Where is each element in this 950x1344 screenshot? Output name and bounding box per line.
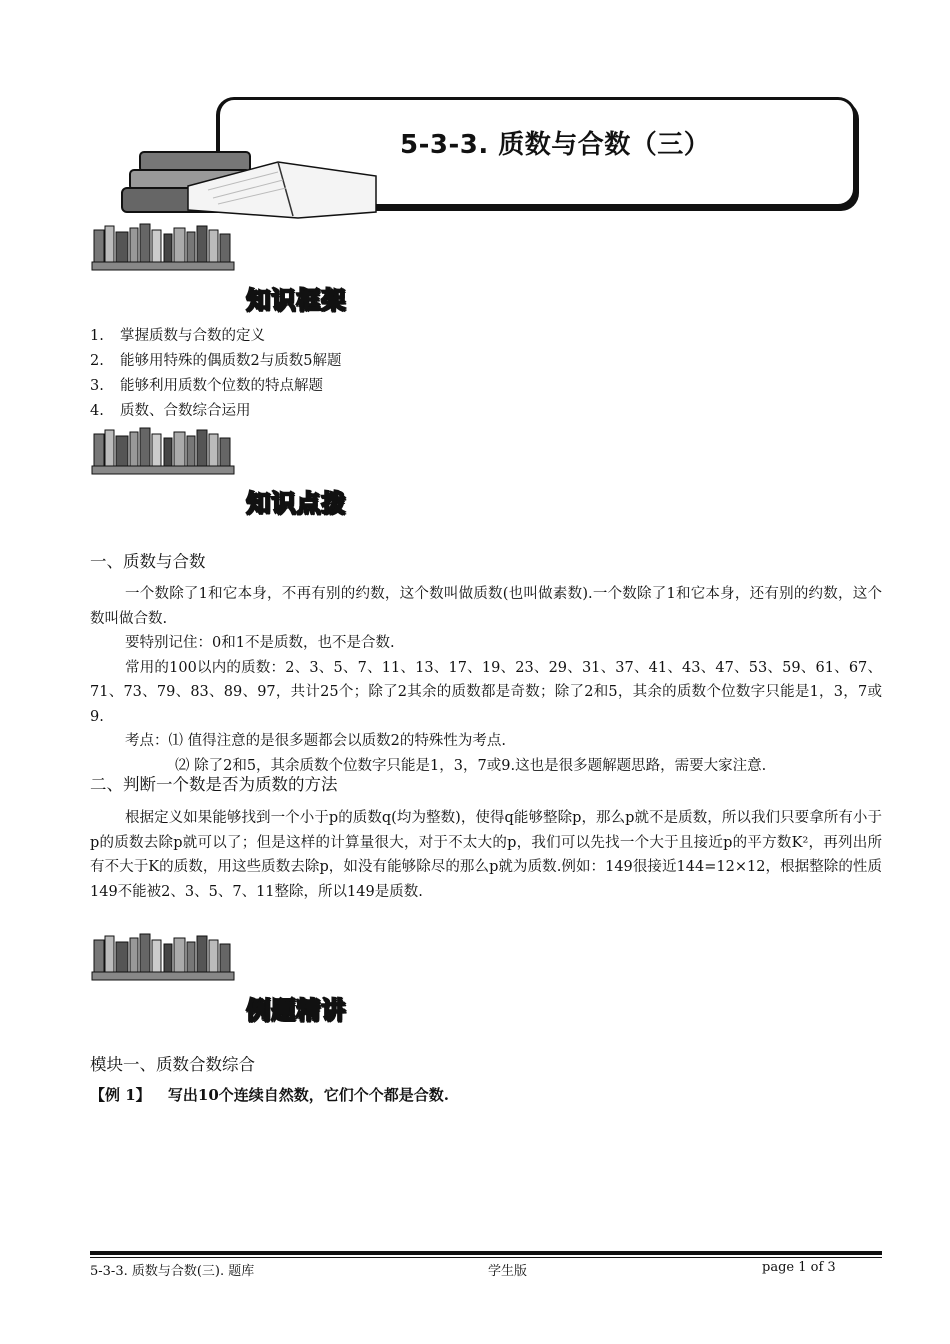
part1-body bbox=[90, 582, 882, 778]
footer-divider bbox=[90, 1257, 882, 1258]
example-label: 【例 1】 bbox=[90, 1086, 151, 1104]
footer-page-number: page 1 of 3 bbox=[762, 1260, 836, 1275]
bookshelf-icon bbox=[90, 222, 236, 272]
paragraph: 考点：⑴ 值得注意的是很多题都会以质数2的特殊性为考点. bbox=[125, 733, 506, 749]
footer-divider bbox=[90, 1251, 882, 1255]
heading-part2: 二、判断一个数是否为质数的方法 bbox=[90, 775, 338, 794]
list-item: 3. 能够利用质数个位数的特点解题 bbox=[90, 378, 323, 394]
paragraph: 一个数除了1和它本身，不再有别的约数，这个数叫做质数(也叫做素数).一个数除了1和它本身，还有别的约数，这个数叫做合数. bbox=[90, 586, 882, 627]
heading-part1: 一、质数与合数 bbox=[90, 552, 206, 571]
section-title-points: 知识点拨 bbox=[246, 489, 346, 517]
list-item: 2. 能够用特殊的偶质数2与质数5解题 bbox=[90, 353, 342, 369]
bookshelf-icon bbox=[90, 932, 236, 982]
section-title-examples: 例题精讲 bbox=[246, 996, 346, 1024]
part2-body bbox=[90, 806, 882, 904]
heading-module: 模块一、质数合数综合 bbox=[90, 1055, 255, 1074]
bookshelf-icon bbox=[90, 426, 236, 476]
example-1 bbox=[90, 1084, 449, 1105]
books-illustration bbox=[118, 146, 380, 220]
paragraph: 根据定义如果能够找到一个小于p的质数q(均为整数)，使得q能够整除p，那么p就不是质数，所以我们只要拿所有小于p的质数去除p就可以了；但是这样的计算量很大，对于不太大的p，我们可以先找一个大于且接近p的平方数K²，再列出所有不大于K的质数，用这些质数去除p，如没有能够除尽的那么p就为质数.例如：149很接近144=12×12，根据整除的性质149不能被2、3、5、7、11整除，所以149是质数. bbox=[90, 810, 882, 900]
paragraph: 常用的100以内的质数：2、3、5、7、11、13、17、19、23、29、31、37、41、43、47、53、59、61、67、71、73、79、83、89、97，共计25个；除了2其余的质数都是奇数；除了2和5，其余的质数个位数字只能是1，3，7或9. bbox=[90, 659, 882, 725]
paragraph: ⑵ 除了2和5，其余质数个位数字只能是1，3，7或9.这也是很多题解题思路，需要大家注意. bbox=[175, 757, 767, 774]
example-text: 写出10个连续自然数，它们个个都是合数. bbox=[167, 1086, 450, 1104]
footer-edition: 学生版 bbox=[488, 1264, 528, 1279]
list-item: 4. 质数、合数综合运用 bbox=[90, 403, 251, 419]
section-title-framework: 知识框架 bbox=[246, 286, 346, 314]
list-item: 1. 掌握质数与合数的定义 bbox=[90, 328, 265, 344]
footer-doc-name: 5-3-3. 质数与合数(三). 题库 bbox=[90, 1264, 255, 1279]
paragraph: 要特别记住：0和1不是质数，也不是合数. bbox=[125, 635, 395, 651]
framework-list bbox=[90, 324, 341, 424]
page-title: 5-3-3. 质数与合数（三） bbox=[400, 130, 711, 160]
